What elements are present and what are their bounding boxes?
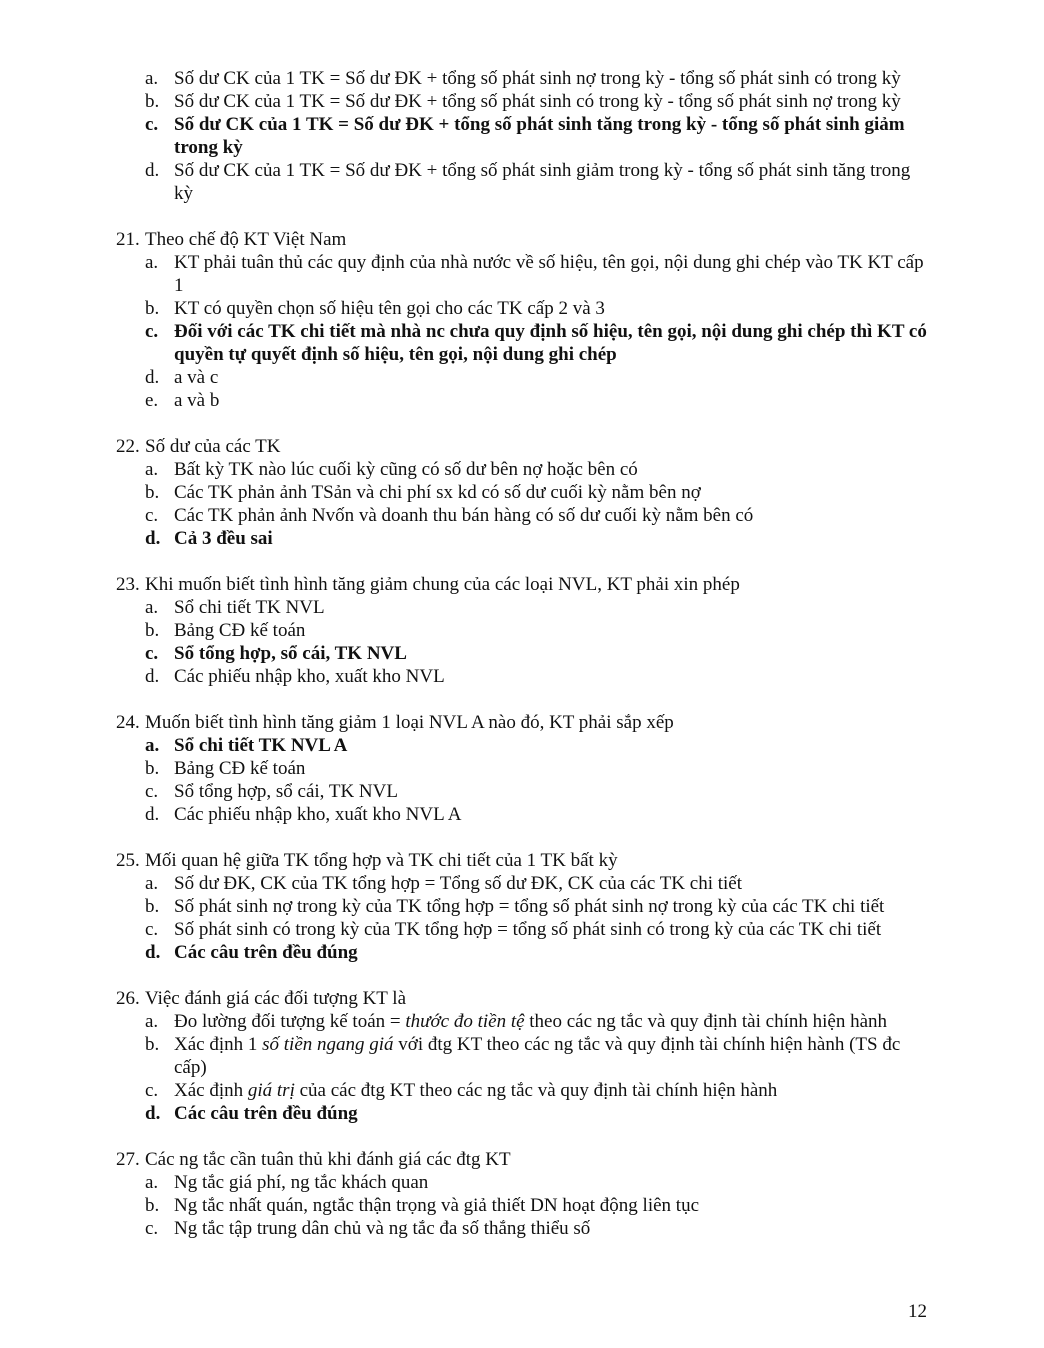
option-letter: c. bbox=[145, 919, 159, 940]
question-26 bbox=[0, 987, 1044, 1125]
option-text: Số dư CK của 1 TK = Số dư ĐK + tổng số phát sinh có trong kỳ - tổng số phát sinh nợ trong kỳ bbox=[174, 91, 901, 112]
option-letter: d. bbox=[145, 942, 161, 963]
option-letter: b. bbox=[145, 1195, 160, 1216]
question-21 bbox=[0, 228, 1044, 412]
option-text: KT có quyền chọn số hiệu tên gọi cho các TK cấp 2 và 3 bbox=[174, 298, 605, 319]
question-24 bbox=[0, 711, 1044, 826]
option-text: Số phát sinh nợ trong kỳ của TK tổng hợp = tổng số phát sinh nợ trong kỳ của các TK chi tiết bbox=[174, 896, 885, 917]
option-letter: c. bbox=[145, 114, 159, 135]
option-text: Sổ chi tiết TK NVL A bbox=[174, 735, 348, 756]
option-letter: a. bbox=[145, 597, 159, 618]
question-27 bbox=[0, 1148, 1044, 1240]
option-text: Sổ tổng hợp, sổ cái, TK NVL bbox=[174, 781, 398, 802]
option-text: Cả 3 đều sai bbox=[174, 528, 273, 549]
question-number: 26. bbox=[116, 988, 140, 1009]
answer-option bbox=[0, 389, 1044, 412]
answer-option bbox=[0, 619, 1044, 642]
answer-option-correct bbox=[0, 642, 1044, 665]
answer-option bbox=[0, 67, 1044, 90]
option-letter: c. bbox=[145, 1080, 159, 1101]
option-letter: a. bbox=[145, 68, 159, 89]
question-continued bbox=[0, 67, 1044, 205]
question-text: Việc đánh giá các đối tượng KT là bbox=[145, 988, 407, 1009]
option-letter: a. bbox=[145, 735, 160, 756]
option-text: Bảng CĐ kế toán bbox=[174, 758, 306, 779]
option-text: với đtg KT theo các ng tắc và quy định tài chính hiện hành (TS đc cấp) bbox=[174, 1034, 901, 1078]
option-letter: d. bbox=[145, 804, 160, 825]
question-stem bbox=[0, 711, 1044, 734]
option-text: Ng tắc giá phí, ng tắc khách quan bbox=[174, 1172, 429, 1193]
answer-option bbox=[0, 918, 1044, 941]
option-letter: a. bbox=[145, 1172, 159, 1193]
option-letter: b. bbox=[145, 620, 160, 641]
answer-option bbox=[0, 803, 1044, 826]
answer-option bbox=[0, 895, 1044, 918]
option-letter: a. bbox=[145, 252, 159, 273]
option-text: Các câu trên đều đúng bbox=[174, 1103, 358, 1124]
option-letter: b. bbox=[145, 91, 160, 112]
answer-option bbox=[0, 665, 1044, 688]
answer-option-correct bbox=[0, 320, 1044, 366]
question-25 bbox=[0, 849, 1044, 964]
answer-option bbox=[0, 297, 1044, 320]
answer-option bbox=[0, 458, 1044, 481]
question-text: Muốn biết tình hình tăng giảm 1 loại NVL A nào đó, KT phải sắp xếp bbox=[145, 712, 674, 733]
answer-option bbox=[0, 596, 1044, 619]
option-text: Sổ chi tiết TK NVL bbox=[174, 597, 325, 618]
option-letter: c. bbox=[145, 1218, 159, 1239]
option-text: Các TK phản ảnh TSản và chi phí sx kd có số dư cuối kỳ nằm bên nợ bbox=[174, 482, 701, 503]
option-letter: d. bbox=[145, 1103, 161, 1124]
option-text: Các phiếu nhập kho, xuất kho NVL A bbox=[174, 804, 462, 825]
question-text: Khi muốn biết tình hình tăng giảm chung của các loại NVL, KT phải xin phép bbox=[145, 574, 740, 595]
question-number: 21. bbox=[116, 229, 140, 250]
option-text: Đo lường đối tượng kế toán = bbox=[174, 1011, 406, 1032]
option-letter: b. bbox=[145, 1034, 160, 1055]
option-text: Xác định bbox=[174, 1080, 248, 1101]
question-text: Theo chế độ KT Việt Nam bbox=[145, 229, 347, 250]
answer-option bbox=[0, 1079, 1044, 1102]
answer-option bbox=[0, 1171, 1044, 1194]
answer-option-correct bbox=[0, 113, 1044, 159]
page-number: 12 bbox=[908, 1301, 927, 1322]
option-letter: a. bbox=[145, 873, 159, 894]
option-text: a và c bbox=[174, 367, 219, 388]
option-letter: c. bbox=[145, 505, 159, 526]
option-text: Bảng CĐ kế toán bbox=[174, 620, 306, 641]
answer-option bbox=[0, 1010, 1044, 1033]
question-stem bbox=[0, 228, 1044, 251]
question-number: 23. bbox=[116, 574, 140, 595]
option-text: Sổ tổng hợp, sổ cái, TK NVL bbox=[174, 643, 407, 664]
answer-option bbox=[0, 1033, 1044, 1079]
answer-option bbox=[0, 757, 1044, 780]
question-stem bbox=[0, 987, 1044, 1010]
question-stem bbox=[0, 849, 1044, 872]
question-stem bbox=[0, 1148, 1044, 1171]
option-text: Đối với các TK chi tiết mà nhà nc chưa quy định số hiệu, tên gọi, nội dung ghi chép thì KT có quyền tự quyết định số hiệu, tên gọi, nội dung ghi chép bbox=[174, 321, 927, 365]
option-letter: b. bbox=[145, 758, 160, 779]
option-text: a và b bbox=[174, 390, 220, 411]
option-letter: d. bbox=[145, 367, 160, 388]
answer-option bbox=[0, 780, 1044, 803]
option-emphasis: giá trị bbox=[247, 1080, 295, 1101]
option-letter: c. bbox=[145, 321, 159, 342]
question-text: Số dư của các TK bbox=[145, 436, 281, 457]
option-text: KT phải tuân thủ các quy định của nhà nước về số hiệu, tên gọi, nội dung ghi chép vào TK KT cấp 1 bbox=[174, 252, 924, 296]
option-letter: a. bbox=[145, 1011, 159, 1032]
option-emphasis: số tiền ngang giá bbox=[262, 1034, 394, 1055]
option-letter: a. bbox=[145, 459, 159, 480]
option-letter: c. bbox=[145, 643, 159, 664]
option-letter: d. bbox=[145, 666, 160, 687]
option-text: Ng tắc tập trung dân chủ và ng tắc đa số thắng thiểu số bbox=[174, 1218, 591, 1239]
answer-option-correct bbox=[0, 941, 1044, 964]
question-number: 22. bbox=[116, 436, 140, 457]
question-number: 27. bbox=[116, 1149, 140, 1170]
answer-option bbox=[0, 366, 1044, 389]
option-letter: c. bbox=[145, 781, 159, 802]
answer-option bbox=[0, 481, 1044, 504]
question-number: 24. bbox=[116, 712, 140, 733]
option-text: của các đtg KT theo các ng tắc và quy định tài chính hiện hành bbox=[294, 1080, 778, 1101]
question-stem bbox=[0, 573, 1044, 596]
answer-option bbox=[0, 1217, 1044, 1240]
answer-option-correct bbox=[0, 527, 1044, 550]
option-letter: b. bbox=[145, 896, 160, 917]
option-text: Số dư ĐK, CK của TK tổng hợp = Tổng số dư ĐK, CK của các TK chi tiết bbox=[174, 873, 743, 894]
question-22 bbox=[0, 435, 1044, 550]
answer-option bbox=[0, 872, 1044, 895]
question-stem bbox=[0, 435, 1044, 458]
question-text: Các ng tắc cần tuân thủ khi đánh giá các đtg KT bbox=[145, 1149, 511, 1170]
option-text: Ng tắc nhất quán, ngtắc thận trọng và giả thiết DN hoạt động liên tục bbox=[174, 1195, 699, 1216]
option-text: Số dư CK của 1 TK = Số dư ĐK + tổng số phát sinh giảm trong kỳ - tổng số phát sinh tăng trong kỳ bbox=[174, 160, 911, 204]
answer-option bbox=[0, 1194, 1044, 1217]
question-list bbox=[0, 67, 1044, 1263]
option-text: Số dư CK của 1 TK = Số dư ĐK + tổng số phát sinh tăng trong kỳ - tổng số phát sinh giảm trong kỳ bbox=[174, 114, 905, 158]
option-letter: d. bbox=[145, 160, 160, 181]
option-text: Số phát sinh có trong kỳ của TK tổng hợp = tổng số phát sinh có trong kỳ của các TK chi tiết bbox=[174, 919, 882, 940]
answer-option-correct bbox=[0, 734, 1044, 757]
option-text: Các phiếu nhập kho, xuất kho NVL bbox=[174, 666, 445, 687]
option-text: Xác định 1 bbox=[174, 1034, 263, 1055]
question-number: 25. bbox=[116, 850, 140, 871]
option-text: Bất kỳ TK nào lúc cuối kỳ cũng có số dư bên nợ hoặc bên có bbox=[174, 459, 638, 480]
question-23 bbox=[0, 573, 1044, 688]
question-text: Mối quan hệ giữa TK tổng hợp và TK chi tiết của 1 TK bất kỳ bbox=[145, 850, 618, 871]
option-letter: b. bbox=[145, 298, 160, 319]
option-text: Các TK phản ảnh Nvốn và doanh thu bán hàng có số dư cuối kỳ nằm bên có bbox=[174, 505, 754, 526]
option-letter: e. bbox=[145, 390, 159, 411]
option-letter: b. bbox=[145, 482, 160, 503]
answer-option bbox=[0, 159, 1044, 205]
option-emphasis: thước đo tiền tệ bbox=[405, 1011, 525, 1032]
answer-option bbox=[0, 251, 1044, 297]
option-text: Các câu trên đều đúng bbox=[174, 942, 358, 963]
answer-option bbox=[0, 90, 1044, 113]
option-letter: d. bbox=[145, 528, 161, 549]
option-text: theo các ng tắc và quy định tài chính hiện hành bbox=[524, 1011, 887, 1032]
answer-option-correct bbox=[0, 1102, 1044, 1125]
option-text: Số dư CK của 1 TK = Số dư ĐK + tổng số phát sinh nợ trong kỳ - tổng số phát sinh có trong kỳ bbox=[174, 68, 901, 89]
answer-option bbox=[0, 504, 1044, 527]
